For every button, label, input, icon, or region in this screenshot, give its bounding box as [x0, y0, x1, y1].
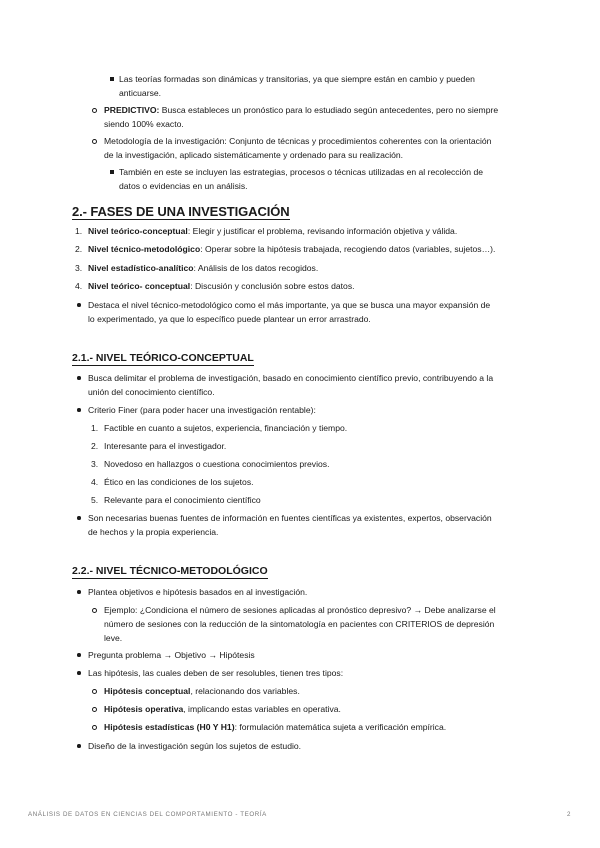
list-number: 2. [91, 441, 99, 451]
metodologia-line-2: de la investigación, aplicado sistemáticamente y ordenado para su realización. [104, 150, 404, 160]
s21-bullet-1-line-1: Busca delimitar el problema de investigación, basado en conocimiento científico previo, contribuyendo a la [88, 373, 494, 383]
bullet-dot [77, 590, 81, 594]
section-2-1-heading: 2.1.- NIVEL TEÓRICO-CONCEPTUAL [72, 352, 254, 364]
hypothesis-type-1 [104, 684, 300, 699]
finer-item-5: Relevante para el conocimiento científico [104, 495, 261, 505]
phase-note-line-2: lo experimentado, ya que lo específico puede plantear un error arrastrado. [88, 314, 371, 324]
phase-item-label: Nivel teórico- conceptual [88, 281, 191, 291]
example-line-2: número de sesiones con la reducción de la sintomatología en pacientes con CRITERIOS de depresión [104, 619, 495, 629]
predictivo-line-2: siendo 100% exacto. [104, 119, 184, 129]
phase-item-label: Nivel estadístico-analítico [88, 263, 194, 273]
list-number: 3. [75, 263, 83, 273]
hypothesis-type-label: Hipótesis conceptual [104, 686, 191, 696]
sub-item-line-1: Las teorías formadas son dinámicas y transitorias, ya que siempre están en cambio y pueden [119, 74, 475, 84]
finer-item-1: Factible en cuanto a sujetos, experiencia, financiación y tiempo. [104, 423, 348, 433]
list-number: 1. [91, 423, 99, 433]
phase-item-text: : Elegir y justificar el problema, revisando información objetiva y válida. [187, 226, 458, 236]
metodologia-line-1: Metodología de la investigación: Conjunto de técnicas y procedimientos coherentes con la orientación [104, 136, 492, 146]
s21-bullet-2: Criterio Finer (para poder hacer una investigación rentable): [88, 405, 316, 415]
predictivo-label: PREDICTIVO: [104, 105, 160, 115]
s22-bullet-4: Diseño de la investigación según los sujetos de estudio. [88, 741, 302, 751]
finer-item-2: Interesante para el investigador. [104, 441, 227, 451]
circle-bullet [92, 139, 97, 144]
section-2-heading: 2.- FASES DE UNA INVESTIGACIÓN [72, 204, 290, 219]
bullet-dot [77, 744, 81, 748]
phase-item-1 [88, 224, 457, 239]
circle-bullet [92, 608, 97, 613]
finer-item-4: Ético en las condiciones de los sujetos. [104, 477, 254, 487]
predictivo-line-1 [104, 103, 498, 118]
list-number: 4. [75, 281, 83, 291]
s22-bullet-2: Pregunta problema → Objetivo → Hipótesis [88, 650, 255, 660]
example-line-1: Ejemplo: ¿Condiciona el número de sesiones aplicadas al pronóstico depresivo? → Debe analizarse el [104, 605, 496, 615]
list-number: 5. [91, 495, 99, 505]
list-number: 4. [91, 477, 99, 487]
s21-bullet-3-line-2: de hechos y la propia experiencia. [88, 527, 219, 537]
circle-bullet [92, 689, 97, 694]
list-number: 1. [75, 226, 83, 236]
square-bullet [110, 170, 114, 174]
phase-item-text: : Análisis de los datos recogidos. [193, 263, 319, 273]
phase-item-3 [88, 261, 318, 276]
metodologia-sub-line-1: También en este se incluyen las estrategias, procesos o técnicas utilizadas en al recolección de [119, 167, 484, 177]
hypothesis-type-text: , implicando estas variables en operativa. [183, 704, 341, 714]
hypothesis-type-3 [104, 720, 446, 735]
page-number: 2 [567, 811, 572, 818]
phase-item-text: : Discusión y conclusión sobre estos datos. [190, 281, 355, 291]
hypothesis-type-text: : formulación matemática sujeta a verificación empírica. [234, 722, 447, 732]
hypothesis-type-label: Hipótesis operativa [104, 704, 184, 714]
s22-bullet-3: Las hipótesis, las cuales deben de ser resolubles, tienen tres tipos: [88, 668, 344, 678]
square-bullet [110, 77, 114, 81]
predictivo-text: Busca estableces un pronóstico para lo estudiado según antecedentes, pero no siempre [159, 105, 499, 115]
hypothesis-type-text: , relacionando dos variables. [190, 686, 300, 696]
footer-title: ANÁLISIS DE DATOS EN CIENCIAS DEL COMPORTAMIENTO - TEORÍA [28, 811, 267, 818]
phase-item-label: Nivel técnico-metodológico [88, 244, 201, 254]
phase-item-4 [88, 279, 355, 294]
list-number: 3. [91, 459, 99, 469]
bullet-dot [77, 671, 81, 675]
sub-item-line-2: anticuarse. [119, 88, 162, 98]
phase-item-text: : Operar sobre la hipótesis trabajada, recogiendo datos (variables, sujetos…). [200, 244, 496, 254]
example-line-3: leve. [104, 633, 123, 643]
phase-item-2 [88, 242, 495, 257]
circle-bullet [92, 108, 97, 113]
bullet-dot [77, 653, 81, 657]
section-2-2-heading: 2.2.- NIVEL TÉCNICO-METODOLÓGICO [72, 565, 268, 577]
s21-bullet-1-line-2: unión del conocimiento científico. [88, 387, 215, 397]
bullet-dot [77, 303, 81, 307]
circle-bullet [92, 707, 97, 712]
bullet-dot [77, 376, 81, 380]
bullet-dot [77, 408, 81, 412]
circle-bullet [92, 725, 97, 730]
hypothesis-type-2 [104, 702, 341, 717]
phase-note-line-1: Destaca el nivel técnico-metodológico como el más importante, ya que se busca una mayor expansión de [88, 300, 491, 310]
list-number: 2. [75, 244, 83, 254]
s21-bullet-3-line-1: Son necesarias buenas fuentes de información en fuentes científicas ya existentes, expertos, observación [88, 513, 492, 523]
hypothesis-type-label: Hipótesis estadísticas (H0 Y H1) [104, 722, 235, 732]
bullet-dot [77, 516, 81, 520]
finer-item-3: Novedoso en hallazgos o cuestiona conocimientos previos. [104, 459, 330, 469]
phase-item-label: Nivel teórico-conceptual [88, 226, 188, 236]
s22-bullet-1: Plantea objetivos e hipótesis basados en al investigación. [88, 587, 308, 597]
metodologia-sub-line-2: datos o evidencias en un análisis. [119, 181, 248, 191]
